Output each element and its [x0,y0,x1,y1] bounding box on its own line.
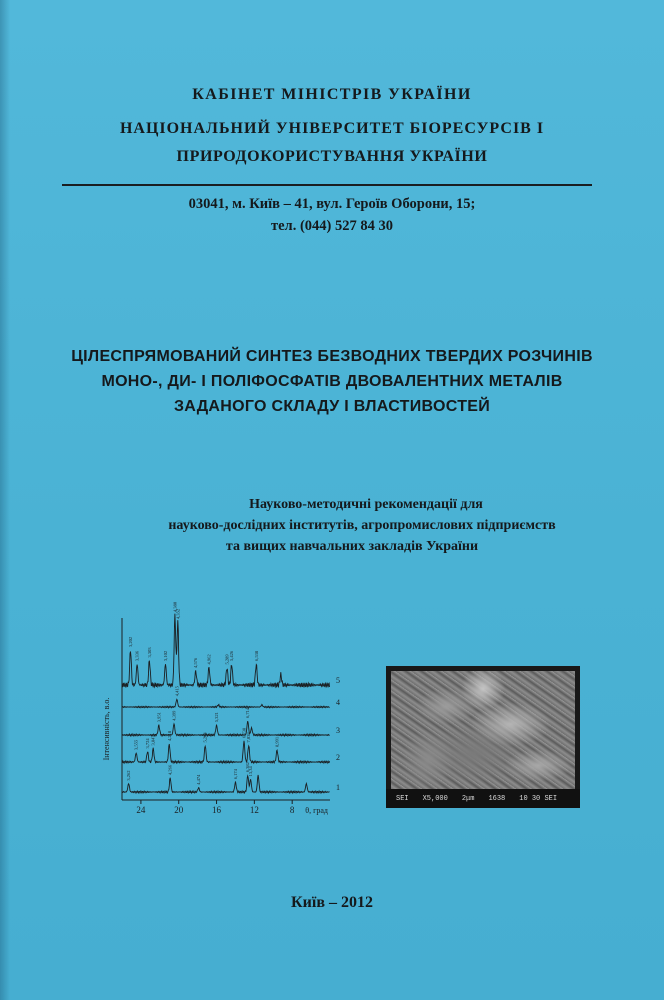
xrd-series-line [122,699,330,707]
peak-label: 4,380 [172,601,178,612]
peak-label: 4,962 [206,654,212,665]
series-label: 1 [336,783,340,792]
y-axis-label: Інтенсивність, в.о. [102,697,111,761]
xrd-series-line [122,775,330,793]
x-tick-label: 16 [212,805,222,815]
series-label: 3 [336,726,340,735]
sem-field: SEI [396,794,409,803]
peak-label: 4,474 [196,774,202,785]
recommendation-line-3: та вищих навчальних закладів України [225,539,479,554]
peak-label: 3,262 [126,770,132,781]
peak-label: 4,576 [193,657,199,668]
x-tick-label: 20 [174,805,184,815]
peak-label: 3,102 [163,650,168,661]
x-tick-label: 24 [136,805,146,815]
title-line-2: МОНО-, ДИ- І ПОЛІФОСФАТІВ ДВОВАЛЕНТНИХ МЕТАЛІВ [101,373,563,390]
peak-label: 5,204 [202,732,208,743]
peak-label: 4,266 [167,764,173,775]
org-line-3: ПРИРОДОКОРИСТУВАННЯ УКРАЇНИ [176,148,488,165]
peak-label: 4,218 [166,730,172,741]
peak-label: 5,426 [229,650,235,661]
title-line-1: ЦІЛЕСПРЯМОВАНИЙ СИНТЕЗ БЕЗВОДНИХ ТВЕРДИХ РОЗЧИНІВ [71,348,593,365]
sem-micrograph [386,666,580,808]
peak-label: 6,174 [233,769,238,780]
x-tick-label: 12 [249,805,259,815]
peak-label: 6,738 [241,727,247,738]
recommendation-line-1: Науково-методичні рекомендації для [249,497,483,512]
peak-label: 6,538 [253,650,259,661]
peak-label: 3,202 [128,636,133,647]
sem-field: 2μm [461,794,475,803]
place-year: Київ – 2012 [291,894,373,911]
peak-label: 7,038 [246,732,252,743]
x-tick-label: 8 [289,805,295,815]
xrd-chart [100,601,360,820]
address-line-2: тел. (044) 527 84 30 [271,218,393,234]
peak-label: 3,847 [150,735,156,746]
address-line-1: 03041, м. Київ – 41, вул. Героїв Оборони, 15; [188,196,476,212]
peak-label: 8,991 [274,736,280,747]
peak-label: 3,303 [146,647,152,658]
xrd-chart-svg [100,601,360,820]
peak-label: 5,289 [224,654,230,665]
peak-label: 3,951 [156,712,162,723]
peak-label: 5,321 [214,712,219,723]
peak-label: 4,399 [171,710,177,721]
peak-label: 4,352 [175,608,181,619]
peak-label: 13,34 [248,766,254,777]
header-divider [62,184,592,186]
sem-info-bar [386,789,580,808]
sem-image-area [391,671,575,789]
peak-label: 3,724 [145,738,150,749]
series-label: 4 [336,698,340,707]
title-line-3: ЗАДАНОГО СКЛАДУ І ВЛАСТИВОСТЕЙ [173,398,491,415]
x-axis-label: θ, град [305,806,328,815]
org-line-1: КАБІНЕТ МІНІСТРІВ УКРАЇНИ [192,86,472,103]
peak-label: 6,382 [245,762,251,773]
sem-field: 10 30 SEI [519,794,558,803]
xrd-series-line [122,721,330,736]
series-label: 5 [336,676,340,685]
org-line-2: НАЦІОНАЛЬНИЙ УНІВЕРСИТЕТ БІОРЕСУРСІВ І [119,120,545,137]
peak-label: 3,336 [134,650,140,661]
peak-label: 6,714 [245,707,251,718]
sem-field: X5,000 [422,794,448,803]
recommendation-line-2: науково-дослідних інститутів, агропромислових підприємств [168,518,556,533]
series-label: 2 [336,753,340,762]
sem-field: 1638 [488,794,506,803]
xrd-series-line [122,614,330,688]
peak-label: 3,555 [133,739,139,750]
peak-label: 4,415 [174,686,180,697]
